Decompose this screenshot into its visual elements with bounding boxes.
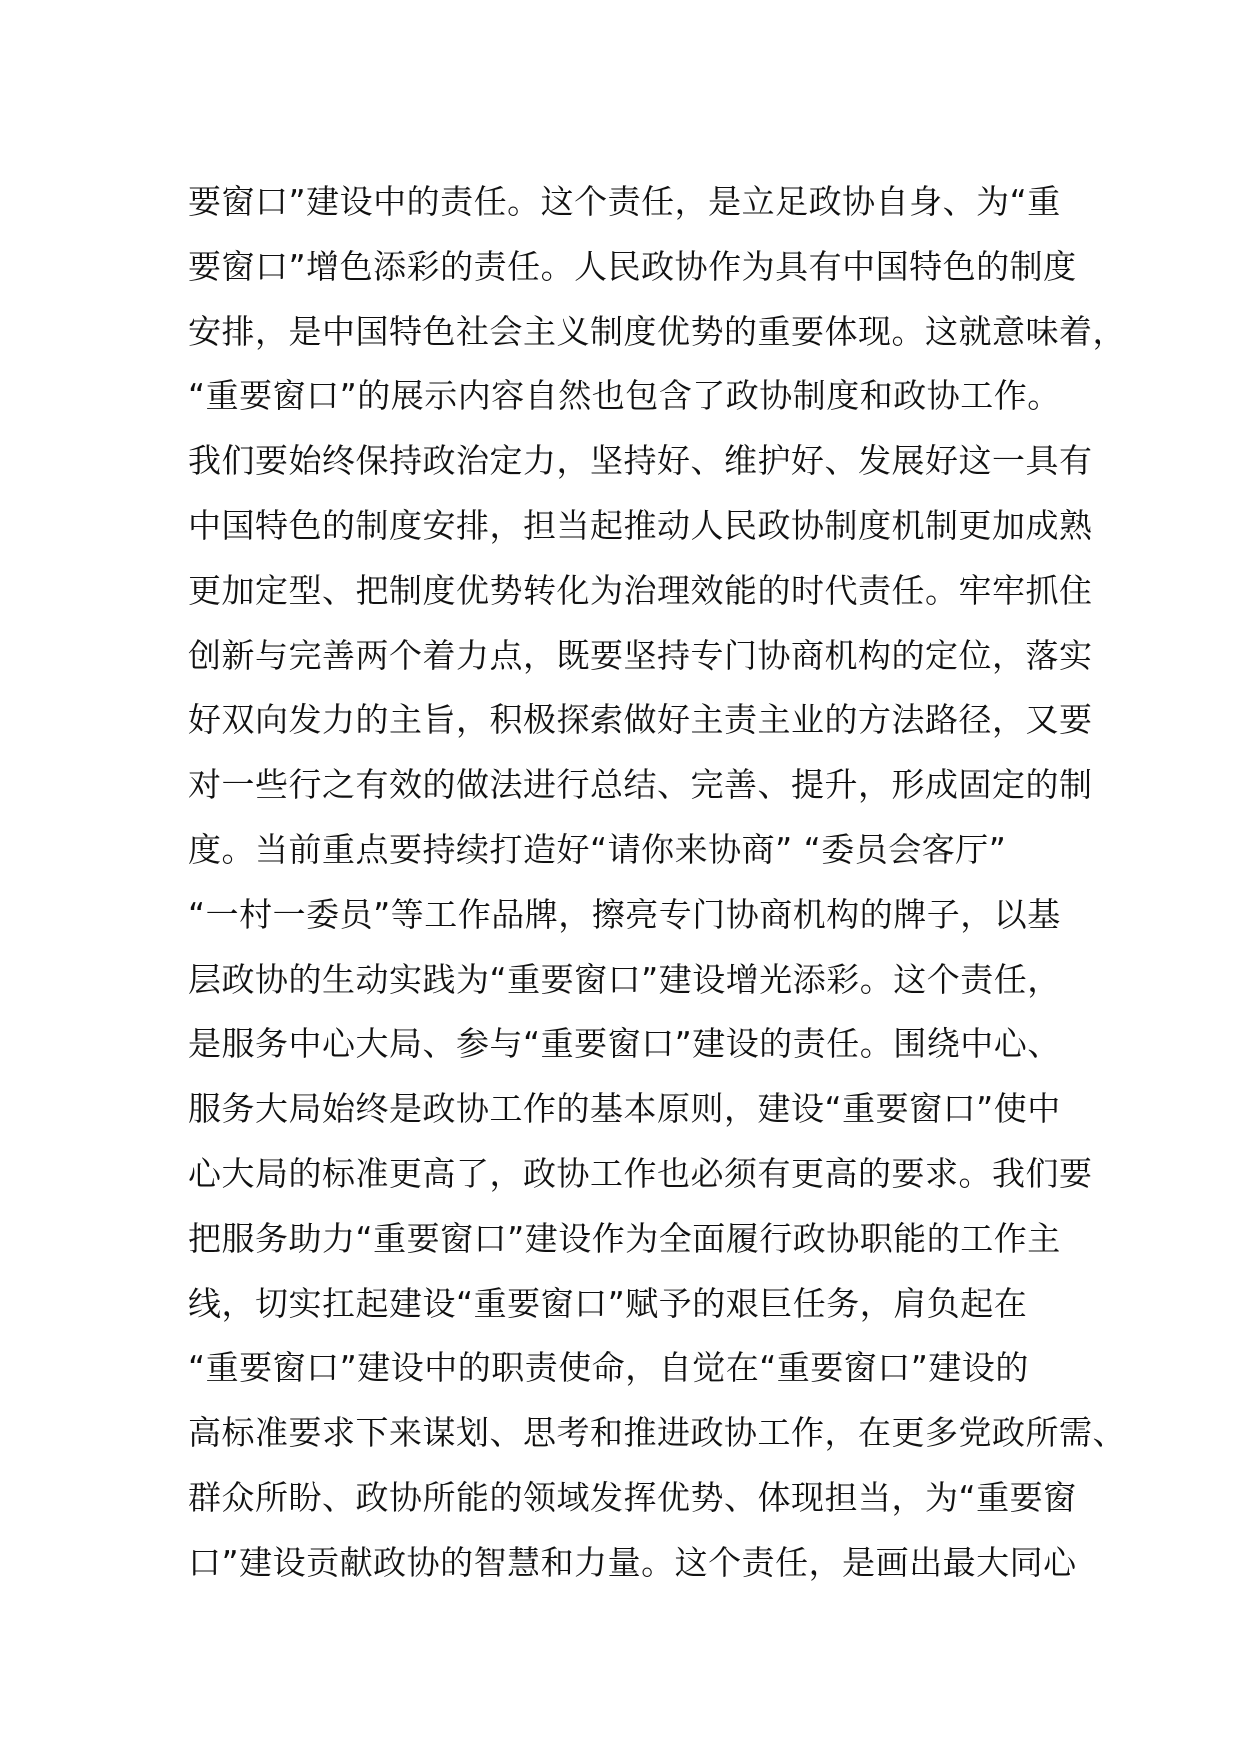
- text-line: 中国特色的制度安排，担当起推动人民政协制度机制更加成熟: [188, 505, 1093, 545]
- text-line: 更加定型、把制度优势转化为治理效能的时代责任。牢牢抓住: [188, 570, 1093, 610]
- text-line: 群众所盼、政协所能的领域发挥优势、体现担当，为“重要窗: [188, 1477, 1077, 1517]
- text-line: “一村一委员”等工作品牌，擦亮专门协商机构的牌子，以基: [188, 894, 1061, 934]
- text-line: 口”建设贡献政协的智慧和力量。这个责任，是画出最大同心: [188, 1542, 1077, 1582]
- text-line: 高标准要求下来谋划、思考和推进政协工作，在更多党政所需、: [188, 1413, 1126, 1453]
- text-line: 把服务助力“重要窗口”建设作为全面履行政协职能的工作主: [188, 1218, 1061, 1258]
- text-line: 要窗口”建设中的责任。这个责任，是立足政协自身、为“重: [188, 182, 1061, 221]
- body-text: [188, 170, 1126, 1596]
- text-line: 服务大局始终是政协工作的基本原则，建设“重要窗口”使中: [188, 1089, 1061, 1129]
- text-line: “重要窗口”建设中的职责使命，自觉在“重要窗口”建设的: [188, 1348, 1029, 1388]
- text-line: 心大局的标准更高了，政协工作也必须有更高的要求。我们要: [188, 1153, 1093, 1193]
- text-line: 安排，是中国特色社会主义制度优势的重要体现。这就意味着，: [188, 311, 1126, 351]
- text-line: 对一些行之有效的做法进行总结、完善、提升，形成固定的制: [188, 765, 1093, 805]
- text-line: 好双向发力的主旨，积极探索做好主责主业的方法路径，又要: [188, 700, 1093, 740]
- text-line: 度。当前重点要持续打造好“请你来协商” “委员会客厅”: [188, 829, 1007, 869]
- text-line: 层政协的生动实践为“重要窗口”建设增光添彩。这个责任，: [188, 959, 1061, 999]
- text-line: 线，切实扛起建设“重要窗口”赋予的艰巨任务，肩负起在: [188, 1283, 1028, 1323]
- text-line: “重要窗口”的展示内容自然也包含了政协制度和政协工作。: [188, 376, 1061, 416]
- text-line: 是服务中心大局、参与“重要窗口”建设的责任。围绕中心、: [188, 1024, 1061, 1064]
- text-line: 我们要始终保持政治定力，坚持好、维护好、发展好这一具有: [188, 441, 1093, 481]
- text-line: 创新与完善两个着力点，既要坚持专门协商机构的定位，落实: [188, 635, 1093, 675]
- text-line: 要窗口”增色添彩的责任。人民政协作为具有中国特色的制度: [188, 246, 1077, 286]
